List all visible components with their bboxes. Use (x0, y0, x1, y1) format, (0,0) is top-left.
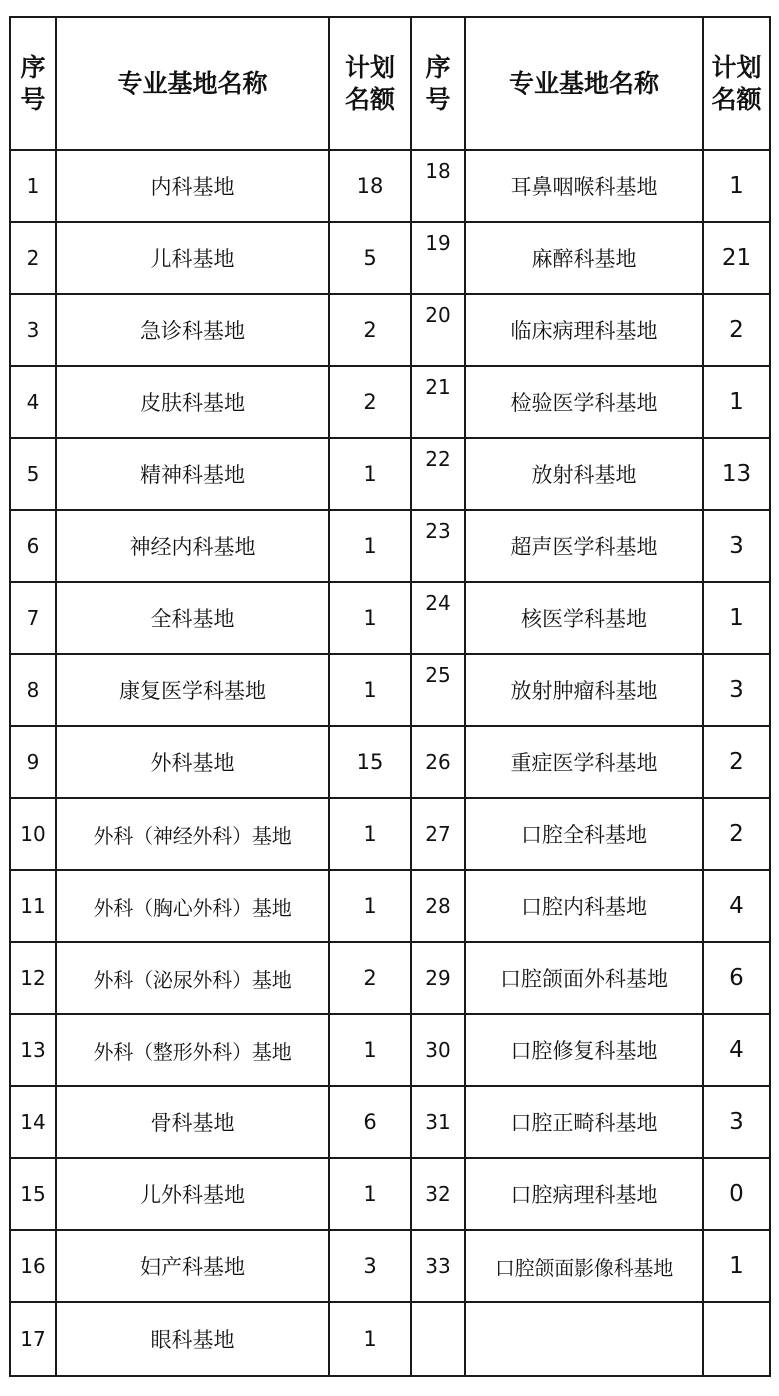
base-name-cell-left: 全科基地 (56, 582, 329, 654)
base-name-cell-right: 口腔内科基地 (465, 870, 703, 942)
seq-cell-right: 29 (411, 942, 465, 1014)
base-name-cell-left: 外科（胸心外科）基地 (56, 870, 329, 942)
header-name-right: 专业基地名称 (465, 17, 703, 150)
seq-cell-left: 15 (10, 1158, 56, 1230)
header-seq-left: 序 号 (10, 17, 56, 150)
base-name-cell-right: 口腔病理科基地 (465, 1158, 703, 1230)
table-row (10, 1302, 770, 1376)
seq-cell-left: 16 (10, 1230, 56, 1302)
table-row (10, 870, 770, 942)
seq-cell-right: 19 (411, 222, 465, 294)
base-name-cell-left: 急诊科基地 (56, 294, 329, 366)
seq-cell-right: 18 (411, 150, 465, 222)
base-name-cell-left: 精神科基地 (56, 438, 329, 510)
base-name-cell-left: 外科（神经外科）基地 (56, 798, 329, 870)
seq-cell-right: 24 (411, 582, 465, 654)
quota-cell-left: 2 (329, 294, 411, 366)
quota-cell-right: 3 (703, 654, 770, 726)
seq-cell-left: 6 (10, 510, 56, 582)
table-row (10, 150, 770, 222)
table-row (10, 1014, 770, 1086)
quota-cell-right: 2 (703, 798, 770, 870)
base-name-cell-right: 口腔正畸科基地 (465, 1086, 703, 1158)
quota-cell-right: 2 (703, 726, 770, 798)
quota-cell-left: 1 (329, 1302, 411, 1376)
base-name-cell-left: 皮肤科基地 (56, 366, 329, 438)
base-name-cell-right: 放射肿瘤科基地 (465, 654, 703, 726)
seq-cell-left: 1 (10, 150, 56, 222)
base-name-cell-left: 儿外科基地 (56, 1158, 329, 1230)
base-name-cell-left: 内科基地 (56, 150, 329, 222)
quota-cell-right: 2 (703, 294, 770, 366)
table-row (10, 294, 770, 366)
quota-cell-right: 1 (703, 582, 770, 654)
base-name-cell-right: 超声医学科基地 (465, 510, 703, 582)
quota-cell-right: 1 (703, 150, 770, 222)
quota-cell-left: 1 (329, 438, 411, 510)
base-name-cell-right: 口腔修复科基地 (465, 1014, 703, 1086)
base-name-cell-right: 核医学科基地 (465, 582, 703, 654)
base-name-cell-right: 口腔颌面影像科基地 (465, 1230, 703, 1302)
table-row (10, 654, 770, 726)
seq-cell-left: 13 (10, 1014, 56, 1086)
header-seq-right: 序 号 (411, 17, 465, 150)
base-name-cell-right: 放射科基地 (465, 438, 703, 510)
table-row (10, 222, 770, 294)
seq-cell-right: 20 (411, 294, 465, 366)
quota-cell-right: 4 (703, 870, 770, 942)
base-name-cell-right: 口腔颌面外科基地 (465, 942, 703, 1014)
table-row (10, 582, 770, 654)
quota-cell-left: 6 (329, 1086, 411, 1158)
base-name-cell-left: 儿科基地 (56, 222, 329, 294)
quota-cell-left: 3 (329, 1230, 411, 1302)
seq-cell-left: 5 (10, 438, 56, 510)
base-name-cell-left: 外科（整形外科）基地 (56, 1014, 329, 1086)
quota-cell-left: 2 (329, 942, 411, 1014)
table-row (10, 798, 770, 870)
seq-cell-left: 10 (10, 798, 56, 870)
quota-cell-right: 13 (703, 438, 770, 510)
quota-cell-right: 1 (703, 1230, 770, 1302)
quota-cell-right: 0 (703, 1158, 770, 1230)
quota-cell-left: 1 (329, 510, 411, 582)
seq-cell-left: 8 (10, 654, 56, 726)
seq-cell-right: 30 (411, 1014, 465, 1086)
quota-cell-left: 1 (329, 1014, 411, 1086)
quota-cell-right: 21 (703, 222, 770, 294)
quota-cell-right (703, 1302, 770, 1376)
quota-cell-left: 18 (329, 150, 411, 222)
header-quota-left: 计划 名额 (329, 17, 411, 150)
seq-cell-left: 17 (10, 1302, 56, 1376)
table-row (10, 510, 770, 582)
quota-cell-right: 3 (703, 510, 770, 582)
seq-cell-left: 4 (10, 366, 56, 438)
base-name-cell-right: 检验医学科基地 (465, 366, 703, 438)
seq-cell-left: 7 (10, 582, 56, 654)
base-name-cell-left: 康复医学科基地 (56, 654, 329, 726)
base-name-cell-right: 麻醉科基地 (465, 222, 703, 294)
seq-cell-right: 32 (411, 1158, 465, 1230)
quota-cell-left: 2 (329, 366, 411, 438)
base-name-cell-left: 神经内科基地 (56, 510, 329, 582)
base-name-cell-left: 骨科基地 (56, 1086, 329, 1158)
seq-cell-right: 21 (411, 366, 465, 438)
seq-cell-right: 27 (411, 798, 465, 870)
quota-cell-left: 15 (329, 726, 411, 798)
quota-table (9, 16, 771, 1377)
base-name-cell-right: 耳鼻咽喉科基地 (465, 150, 703, 222)
base-name-cell-left: 外科（泌尿外科）基地 (56, 942, 329, 1014)
quota-cell-left: 1 (329, 870, 411, 942)
seq-cell-left: 14 (10, 1086, 56, 1158)
seq-cell-left: 9 (10, 726, 56, 798)
seq-cell-right: 25 (411, 654, 465, 726)
quota-cell-left: 1 (329, 654, 411, 726)
seq-cell-right: 33 (411, 1230, 465, 1302)
table-row (10, 942, 770, 1014)
quota-cell-left: 1 (329, 582, 411, 654)
seq-cell-right: 22 (411, 438, 465, 510)
seq-cell-left: 2 (10, 222, 56, 294)
table-row (10, 1086, 770, 1158)
seq-cell-right: 31 (411, 1086, 465, 1158)
table-row (10, 438, 770, 510)
table-row (10, 1230, 770, 1302)
header-row (10, 17, 770, 150)
base-name-cell-right: 口腔全科基地 (465, 798, 703, 870)
header-name-left: 专业基地名称 (56, 17, 329, 150)
seq-cell-right: 23 (411, 510, 465, 582)
table-row (10, 366, 770, 438)
base-name-cell-left: 外科基地 (56, 726, 329, 798)
quota-cell-left: 1 (329, 1158, 411, 1230)
base-name-cell-right (465, 1302, 703, 1376)
base-name-cell-left: 妇产科基地 (56, 1230, 329, 1302)
quota-cell-right: 4 (703, 1014, 770, 1086)
table-body (10, 150, 770, 1376)
seq-cell-right: 26 (411, 726, 465, 798)
base-name-cell-right: 临床病理科基地 (465, 294, 703, 366)
table-row (10, 726, 770, 798)
quota-cell-right: 6 (703, 942, 770, 1014)
seq-cell-left: 3 (10, 294, 56, 366)
quota-cell-left: 1 (329, 798, 411, 870)
seq-cell-left: 12 (10, 942, 56, 1014)
seq-cell-right (411, 1302, 465, 1376)
seq-cell-right: 28 (411, 870, 465, 942)
quota-cell-left: 5 (329, 222, 411, 294)
quota-cell-right: 3 (703, 1086, 770, 1158)
quota-cell-right: 1 (703, 366, 770, 438)
table-row (10, 1158, 770, 1230)
base-name-cell-left: 眼科基地 (56, 1302, 329, 1376)
seq-cell-left: 11 (10, 870, 56, 942)
base-name-cell-right: 重症医学科基地 (465, 726, 703, 798)
header-quota-right: 计划 名额 (703, 17, 770, 150)
